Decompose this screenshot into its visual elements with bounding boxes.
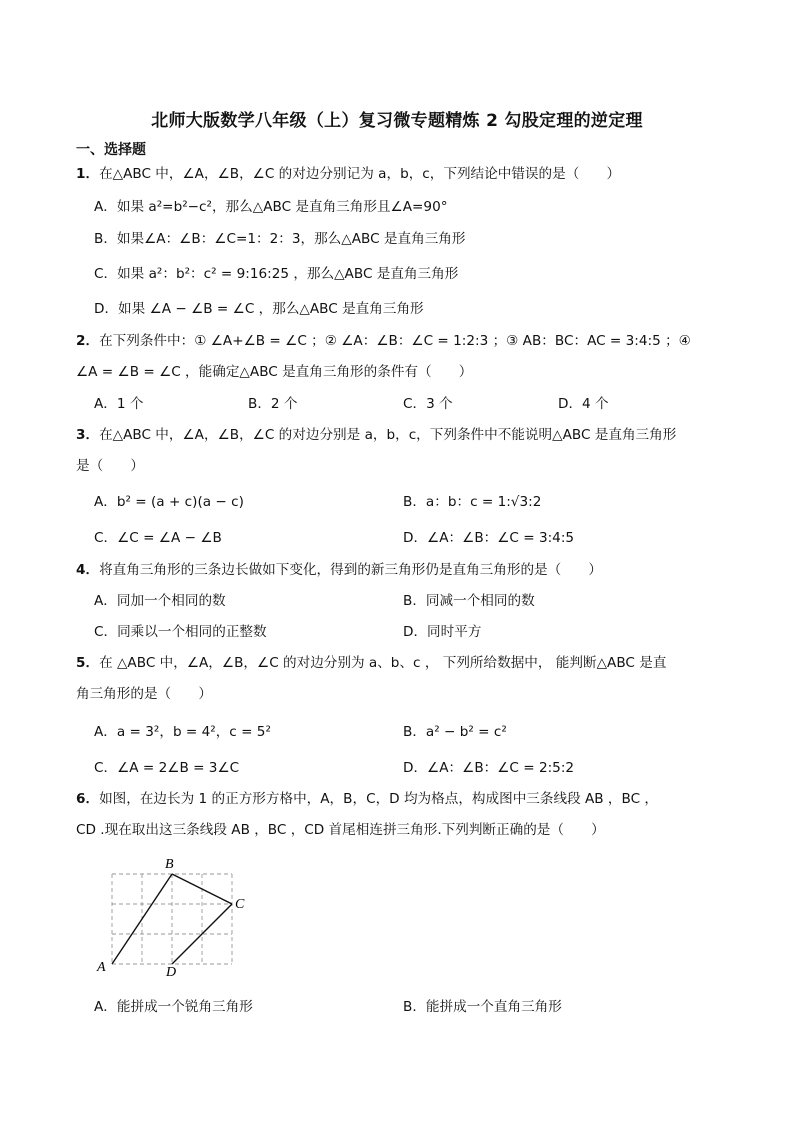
question-3-option-d: D．∠A：∠B：∠C = 3:4:5 — [403, 530, 575, 546]
question-3-option-c: C．∠C = ∠A − ∠B — [94, 530, 222, 546]
question-5-text-1: 在 △ABC 中，∠A，∠B，∠C 的对边分别为 a、b、c ， 下列所给数据中， 能判断△ABC 是直 — [99, 655, 667, 671]
question-4-stem — [76, 561, 602, 579]
grid-figure — [90, 850, 260, 980]
question-6-line-1 — [76, 790, 658, 808]
question-3-line-1 — [76, 426, 676, 444]
page-title: 北师大版数学八年级（上）复习微专题精炼 2 勾股定理的逆定理 — [151, 111, 643, 131]
question-2-option-a: A．1 个 — [94, 396, 144, 412]
question-2-line-2: ∠A = ∠B = ∠C ，能确定△ABC 是直角三角形的条件有（ ） — [76, 364, 473, 380]
question-6-line-2: CD .现在取出这三条线段 AB ，BC ，CD 首尾相连拼三角形.下列判断正确的是（ ） — [76, 822, 605, 838]
question-5-line-1 — [76, 654, 666, 672]
question-4-option-d: D．同时平方 — [403, 624, 482, 640]
dashed-grid — [112, 874, 232, 964]
question-5-line-2: 角三角形的是（ ） — [76, 686, 212, 702]
question-1-number: 1． — [76, 166, 100, 182]
question-5-option-c: C．∠A = 2∠B = 3∠C — [94, 760, 240, 776]
question-3-number: 3． — [76, 427, 100, 443]
question-6-option-a: A．能拼成一个锐角三角形 — [94, 999, 253, 1015]
question-3-option-a: A．b² = (a + c)(a − c) — [94, 494, 244, 510]
question-2-number: 2． — [76, 333, 100, 349]
question-6-option-b: B．能拼成一个直角三角形 — [403, 999, 562, 1015]
question-2-option-d: D．4 个 — [558, 396, 609, 412]
question-1-option-c: C．如果 a²：b²：c² = 9:16:25 ，那么△ABC 是直角三角形 — [94, 266, 459, 282]
question-4-option-c: C．同乘以一个相同的正整数 — [94, 624, 267, 640]
question-1-text: 在△ABC 中，∠A，∠B，∠C 的对边分别记为 a，b，c，下列结论中错误的是（ ） — [99, 166, 621, 182]
segment-ab — [112, 874, 172, 964]
segment-bc — [172, 874, 232, 904]
label-b: B — [165, 857, 174, 872]
label-c: C — [235, 897, 245, 912]
question-3-option-b: B．a：b：c = 1:√3:2 — [403, 494, 542, 510]
question-4-number: 4． — [76, 562, 100, 578]
section-heading: 一、选择题 — [76, 142, 146, 158]
question-1-stem — [76, 165, 620, 183]
question-2-line-1 — [76, 332, 691, 350]
question-1-option-d: D．如果 ∠A − ∠B = ∠C ，那么△ABC 是直角三角形 — [94, 301, 424, 317]
question-5-number: 5． — [76, 655, 100, 671]
question-4-option-b: B．同减一个相同的数 — [403, 593, 535, 609]
question-4-text: 将直角三角形的三条边长做如下变化，得到的新三角形仍是直角三角形的是（ ） — [99, 562, 603, 578]
question-2-option-b: B．2 个 — [248, 396, 298, 412]
question-6-number: 6． — [76, 791, 100, 807]
label-a: A — [97, 960, 106, 975]
question-5-option-d: D．∠A：∠B：∠C = 2:5:2 — [403, 760, 575, 776]
question-1-option-b: B．如果∠A：∠B：∠C=1：2：3，那么△ABC 是直角三角形 — [94, 231, 466, 247]
question-3-text-1: 在△ABC 中，∠A，∠B，∠C 的对边分别是 a，b，c，下列条件中不能说明△ABC 是直角三角形 — [99, 427, 677, 443]
question-5-option-a: A．a = 3²，b = 4²，c = 5² — [94, 724, 271, 740]
question-2-text-1: 在下列条件中：① ∠A+∠B = ∠C ；② ∠A：∠B：∠C = 1:2:3 ；③ AB：BC：AC = 3:4:5 ；④ — [99, 333, 691, 349]
question-3-line-2: 是（ ） — [76, 458, 144, 474]
question-1-option-a: A．如果 a²=b²−c²，那么△ABC 是直角三角形且∠A=90° — [94, 199, 448, 215]
question-6-text-1: 如图，在边长为 1 的正方形方格中，A，B，C，D 均为格点，构成图中三条线段 AB ，BC ， — [99, 791, 659, 807]
question-5-option-b: B．a² − b² = c² — [403, 724, 507, 740]
question-2-option-c: C．3 个 — [403, 396, 453, 412]
label-d: D — [166, 965, 177, 980]
question-4-option-a: A．同加一个相同的数 — [94, 593, 226, 609]
